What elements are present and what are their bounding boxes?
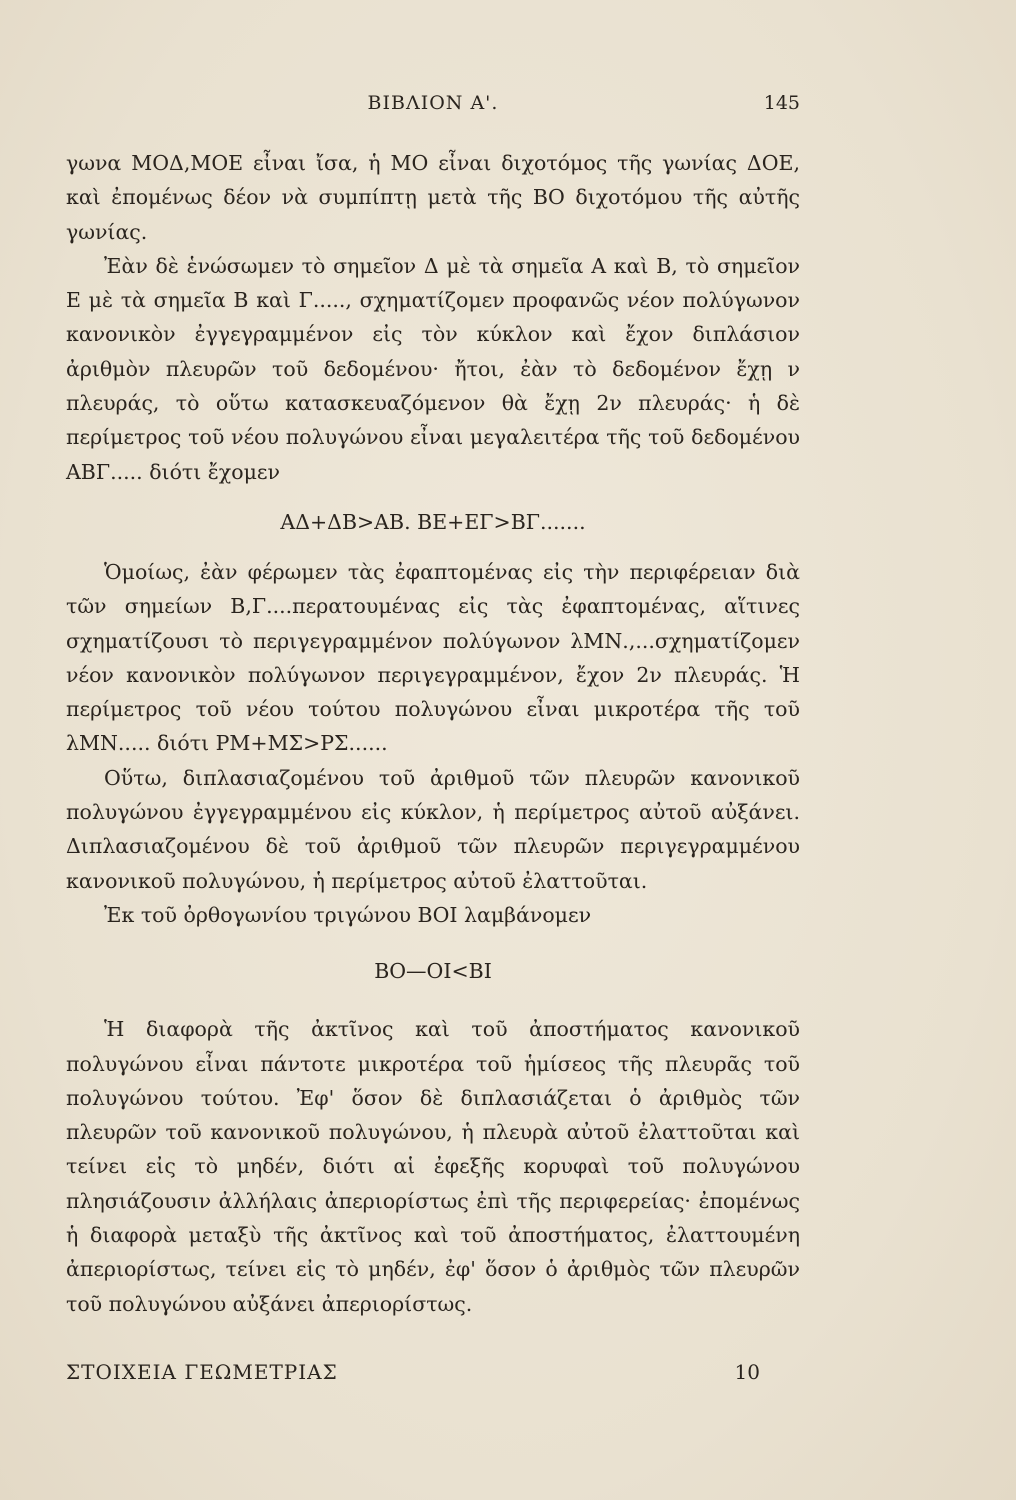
signature-title: ΣΤΟΙΧΕΙΑ ΓΕΩΜΕΤΡΙΑΣ	[66, 1360, 338, 1384]
running-title: ΒΙΒΛΙΟΝ Α'.	[367, 92, 499, 114]
formula-inequality-triangle: ΒΟ—ΟΙ<ΒΙ	[374, 959, 492, 984]
formula-inequality-inscribed: ΑΔ+ΔΒ>ΑΒ. ΒΕ+ΕΓ>ΒΓ.......	[280, 509, 586, 534]
page-number: 145	[763, 92, 800, 114]
paragraph-inscribed-doubling: Ἐὰν δὲ ἑνώσωμεν τὸ σημεῖον Δ μὲ τὰ σημεῖα Α καὶ Β, τὸ σημεῖον Ε μὲ τὰ σημεῖα Β καὶ Γ....., σχηματίζομεν προφανῶς νέον πολύγωνον κανονικὸν ἐγγεγραμμένον εἰς τὸν κύκλον καὶ ἔχον διπλάσιον ἀριθμὸν πλευρῶν τοῦ δεδομένου· ἤτοι, ἐὰν τὸ δεδομένον ἔχῃ ν πλευράς, τὸ οὕτω κατασκευαζόμενον θὰ ἔχῃ 2ν πλευράς· ἡ δὲ περίμετρος τοῦ νέου πολυγώνου εἶναι μεγαλειτέρα τῆς τοῦ δεδομένου ΑΒΓ..... διότι ἔχομεν	[66, 253, 800, 484]
signature-footer	[66, 1360, 800, 1390]
paragraph-continuation: γωνα ΜΟΔ,ΜΟΕ εἶναι ἴσα, ἡ ΜΟ εἶναι διχοτόμος τῆς γωνίας ΔΟΕ, καὶ ἐπομένως δέον νὰ συμπίπτῃ μετὰ τῆς ΒΟ διχοτόμου τῆς αὐτῆς γωνίας.	[66, 151, 800, 244]
paragraph-radius-apothem: Ἡ διαφορὰ τῆς ἀκτῖνος καὶ τοῦ ἀποστήματος κανονικοῦ πολυγώνου εἶναι πάντοτε μικροτέρα τοῦ ἡμίσεος τῆς πλευρᾶς τοῦ πολυγώνου τούτου. Ἐφ' ὅσον δὲ διπλασιάζεται ὁ ἀριθμὸς τῶν πλευρῶν τοῦ κανονικοῦ πολυγώνου, ἡ πλευρὰ αὐτοῦ ἐλαττοῦται καὶ τείνει εἰς τὸ μηδέν, διότι αἱ ἐφεξῆς κορυφαὶ τοῦ πολυγώνου πλησιάζουσιν ἀλλήλαις ἀπεριορίστως ἐπὶ τῆς περιφερείας· ἐπομένως ἡ διαφορὰ μεταξὺ τῆς ἀκτῖνος καὶ τοῦ ἀποστήματος, ἐλαττουμένη ἀπεριορίστως, τείνει εἰς τὸ μηδέν, ἐφ' ὅσον ὁ ἀριθμὸς τῶν πλευρῶν τοῦ πολυγώνου αὐξάνει ἀπεριορίστως.	[66, 1017, 800, 1316]
signature-number: 10	[734, 1360, 760, 1384]
paragraph-right-triangle: Ἐκ τοῦ ὀρθογωνίου τριγώνου ΒΟΙ λαμβάνομεν	[104, 902, 592, 927]
page-body	[66, 146, 800, 1321]
paragraph-conclusion: Οὕτω, διπλασιαζομένου τοῦ ἀριθμοῦ τῶν πλευρῶν κανονικοῦ πολυγώνου ἐγγεγραμμένου εἰς κύκλον, ἡ περίμετρος αὐτοῦ αὐξάνει. Διπλασιαζομένου δὲ τοῦ ἀριθμοῦ τῶν πλευρῶν περιγεγραμμένου κανονικοῦ πολυγώνου, ἡ περίμετρος αὐτοῦ ἐλαττοῦται.	[66, 765, 800, 893]
paragraph-circumscribed-doubling: Ὁμοίως, ἐὰν φέρωμεν τὰς ἐφαπτομένας εἰς τὴν περιφέρειαν διὰ τῶν σημείων Β,Γ....περατουμένας εἰς τὰς ἐφαπτομένας, αἵτινες σχηματίζουσι τὸ περιγεγραμμένον πολύγωνον λΜΝ.,...σχηματίζομεν νέον κανονικὸν πολύγωνον περιγεγραμμένον, ἔχον 2ν πλευράς. Ἡ περίμετρος τοῦ νέου τούτου πολυγώνου εἶναι μικροτέρα τῆς τοῦ λΜΝ..... διότι ΡΜ+ΜΣ>ΡΣ......	[66, 559, 800, 756]
running-header	[66, 92, 800, 122]
